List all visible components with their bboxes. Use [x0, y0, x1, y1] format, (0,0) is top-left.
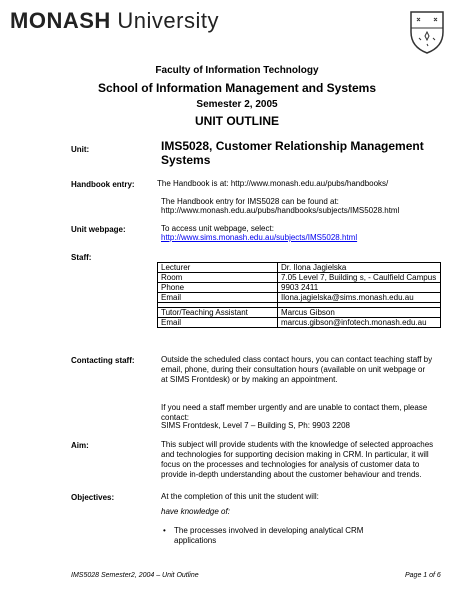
- staff-key: Email: [158, 318, 278, 328]
- table-row: [158, 318, 441, 328]
- unit-label: Unit:: [71, 145, 90, 154]
- objectives-bullet1: The processes involved in developing analytical CRM applications: [174, 526, 364, 545]
- handbook-label: Handbook entry:: [71, 180, 135, 189]
- logo-brand-light: University: [110, 8, 219, 33]
- objectives-subhead: have knowledge of:: [161, 507, 230, 516]
- staff-label: Staff:: [71, 253, 92, 262]
- bullet-icon: •: [163, 526, 166, 535]
- footer-left: IMS5028 Semester2, 2004 – Unit Outline: [71, 572, 199, 579]
- staff-value: 9903 2411: [278, 283, 441, 293]
- webpage-label: Unit webpage:: [71, 225, 126, 234]
- contacting-para2: If you need a staff member urgently and are unable to contact them, please contact:: [161, 403, 428, 422]
- staff-value: 7.05 Level 7, Building s, - Caulfield Campus: [278, 273, 441, 283]
- staff-key: Email: [158, 293, 278, 303]
- staff-value: Dr. Ilona Jagielska: [278, 263, 441, 273]
- semester-title: Semester 2, 2005: [196, 99, 278, 110]
- contacting-para3: SIMS Frontdesk, Level 7 – Building S, Ph: 9903 2208: [161, 421, 351, 430]
- table-row: [158, 283, 441, 293]
- table-row: [158, 293, 441, 303]
- staff-key: Phone: [158, 283, 278, 293]
- handbook-line1-prefix: The Handbook is at:: [157, 179, 231, 188]
- table-row: [158, 308, 441, 318]
- aim-label: Aim:: [71, 441, 89, 450]
- table-row: [158, 263, 441, 273]
- webpage-line1: To access unit webpage, select:: [161, 224, 274, 233]
- staff-key: Lecturer: [158, 263, 278, 273]
- handbook-line3: http://www.monash.edu.au/pubs/handbooks/subjects/IMS5028.html: [161, 206, 400, 215]
- monash-logo: [10, 8, 219, 34]
- handbook-line2: The Handbook entry for IMS5028 can be found at:: [161, 197, 339, 206]
- staff-email-value: marcus.gibson@infotech.monash.edu.au: [278, 318, 441, 328]
- staff-key: Room: [158, 273, 278, 283]
- aim-text: This subject will provide students with the knowledge of selected approaches and technologies for supporting decision making in CRM. In particular, it will focus on the processes and technologies for analysis of customer data to provide in-depth understanding about the customer behaviour and trends.: [161, 440, 434, 479]
- objectives-intro: At the completion of this unit the student will:: [161, 492, 319, 501]
- handbook-url[interactable]: http://www.monash.edu.au/pubs/handbooks/: [230, 179, 389, 188]
- unit-webpage-link[interactable]: http://www.sims.monash.edu.au/subjects/IMS5028.html: [161, 233, 358, 242]
- school-title: School of Information Management and Systems: [97, 81, 377, 95]
- page-number: Page 1 of 6: [405, 572, 441, 579]
- contacting-para1: Outside the scheduled class contact hours, you can contact teaching staff by email, phone, during their consultation hours (available on unit webpage or at SIMS Frontdesk) or by making an appointment.: [161, 355, 433, 384]
- staff-table: [157, 262, 441, 328]
- university-crest-icon: [409, 10, 445, 54]
- faculty-title: Faculty of Information Technology: [155, 65, 319, 76]
- logo-brand-bold: MONASH: [10, 8, 111, 33]
- unit-name: IMS5028, Customer Relationship Management Systems: [161, 139, 424, 167]
- contacting-staff-label: Contacting staff:: [71, 356, 135, 365]
- objectives-label: Objectives:: [71, 493, 115, 502]
- unit-outline-title: UNIT OUTLINE: [195, 114, 279, 128]
- staff-value: Marcus Gibson: [278, 308, 441, 318]
- table-row: [158, 273, 441, 283]
- staff-email-value: Ilona.jagielska@sims.monash.edu.au: [278, 293, 441, 303]
- staff-key: Tutor/Teaching Assistant: [158, 308, 278, 318]
- handbook-line1: [157, 179, 447, 189]
